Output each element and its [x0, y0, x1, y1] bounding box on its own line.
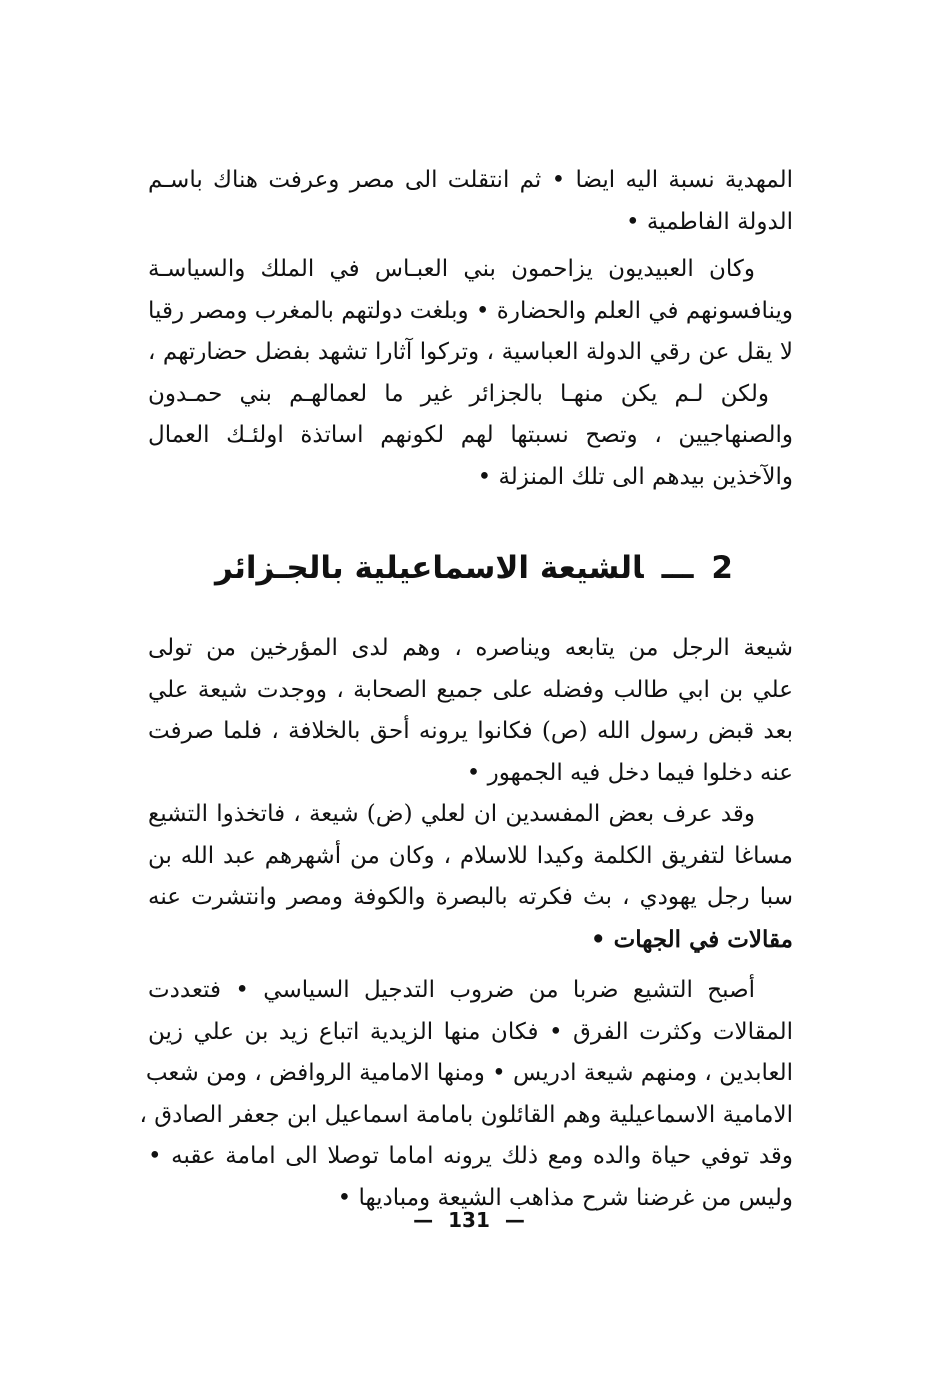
paragraph-abbasids — [148, 249, 793, 498]
text-line: وليس من غرضنا شرح مذاهب الشيعة ومباديها • — [337, 1184, 793, 1211]
text-line: وقد عرف بعض المفسدين ان لعلي (ض) شيعة ، فاتخذوا التشيع — [148, 801, 755, 827]
section-number: 2 — [711, 550, 733, 586]
text-line: وينافسونهم في العلم والحضارة • وبلغت دولتهم بالمغرب ومصر رقيا — [148, 297, 793, 324]
text-line: الامامية الاسماعيلية وهم القائلون بامامة اسماعيل ابن جعفر الصادق ، — [139, 1101, 793, 1128]
text-line: العابدين ، ومنهم شيعة ادريس • ومنها الامامية الروافض ، ومن شعب — [145, 1060, 793, 1086]
text-line: والآخذين بيدهم الى تلك المنزلة • — [477, 463, 793, 490]
page-body — [139, 160, 793, 1219]
footer-dash-left: — — [413, 1208, 434, 1232]
section-heading — [148, 546, 793, 590]
text-line: أصبح التشيع ضربا من ضروب التدجيل السياسي • فتعددت — [148, 977, 755, 1003]
paragraph-ibn-saba — [148, 794, 793, 960]
page-number: 131 — [448, 1208, 490, 1232]
page-footer — [0, 1206, 938, 1234]
text-line: سبا رجل يهودي ، بث فكرته بالبصرة والكوفة ومصر وانتشرت عنه — [148, 884, 793, 910]
text-line: المقالات وكثرت الفرق • فكان منها الزيدية اتباع زيد بن علي زين — [148, 1018, 793, 1045]
text-line: عنه دخلوا فيما دخل فيه الجمهور • — [466, 759, 793, 786]
footer-dash-right: — — [504, 1208, 525, 1232]
text-line: بعد قبض رسول الله (ص) فكانوا يرونه أحق بالخلافة ، فلما صرفت — [148, 718, 793, 744]
heading-dash: ـــ — [661, 550, 694, 586]
text-line: المهدية نسبة اليه ايضا • ثم انتقلت الى مصر وعرفت هناك باسـم — [148, 167, 793, 193]
text-line: علي بن ابي طالب وفضله على جميع الصحابة ، ووجدت شيعة علي — [148, 676, 793, 703]
text-line: شيعة الرجل من يتابعه ويناصره ، وهم لدى المؤرخين من تولى — [148, 635, 793, 661]
text-line: وقد توفي حياة والده ومع ذلك يرونه اماما توصلا الى امامة عقبه • — [148, 1143, 793, 1169]
section-title: الشيعة الاسماعيلية بالجـزائر — [215, 550, 644, 586]
paragraph-intro — [148, 160, 793, 243]
text-line: والصنهاجيين ، وتصح نسبتها لهم لكونهم اساتذة اولئـك العمال — [148, 422, 793, 448]
paragraph-shia-definition — [148, 628, 793, 794]
paragraph-sects — [139, 970, 793, 1219]
text-line: الدولة الفاطمية • — [625, 208, 793, 235]
text-line: مساغا لتفريق الكلمة وكيدا للاسلام ، وكان من أشهرهم عبد الله بن — [148, 842, 793, 869]
text-line: وكان العبيديون يزاحمون بني العبـاس في الملك والسياسـة — [148, 256, 755, 282]
text-line: مقالات في الجهات • — [590, 925, 793, 953]
text-line: لا يقل عن رقي الدولة العباسية ، وتركوا آثارا تشهد بفضل حضارتهم ، — [148, 339, 793, 365]
text-line: ولكن لـم يكن منهـا بالجزائر غير ما لعمالهـم بني حمـدون — [148, 380, 769, 407]
